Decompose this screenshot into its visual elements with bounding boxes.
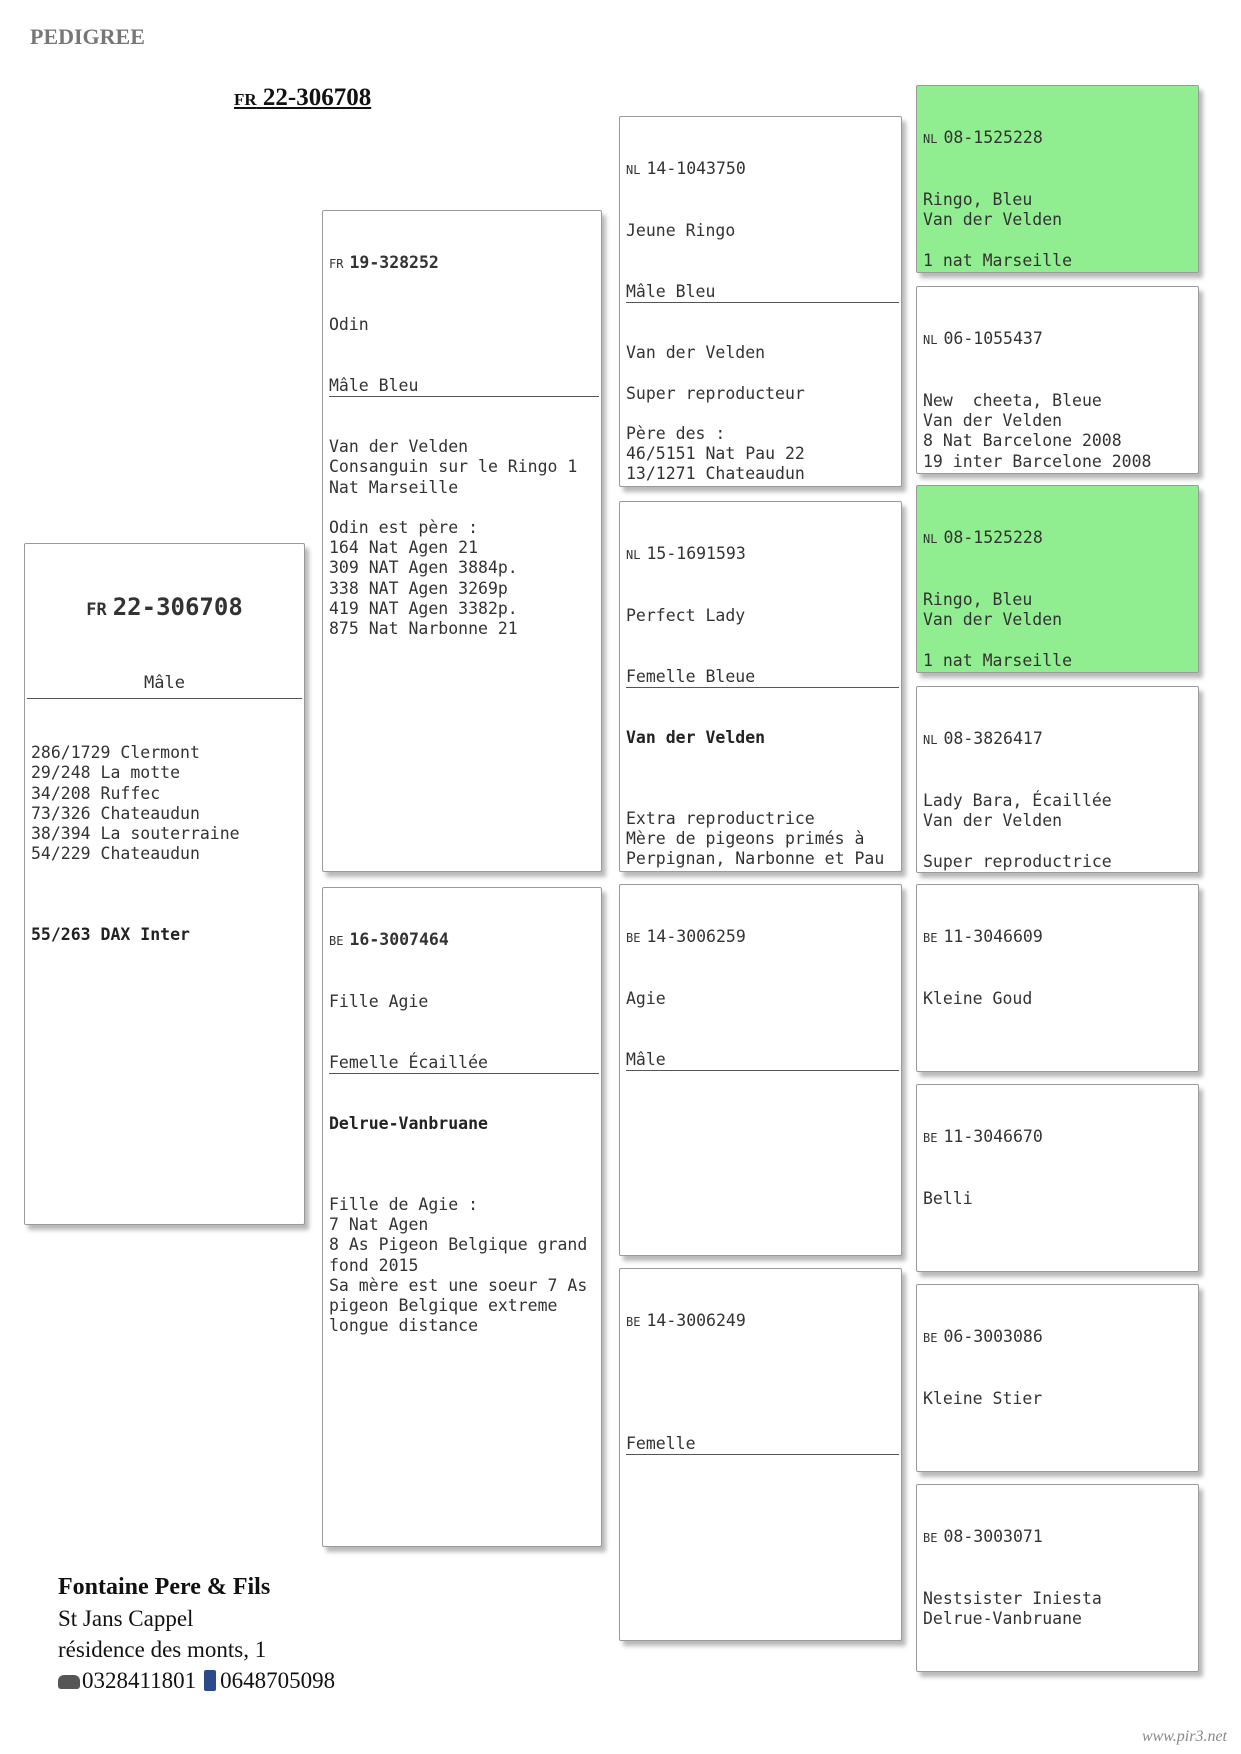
sire-card[interactable]: [322, 210, 602, 872]
ggp-7-country: BE: [923, 1331, 938, 1346]
sire-dam-name: Perfect Lady: [626, 606, 746, 626]
dam-dam-card[interactable]: [619, 1268, 902, 1641]
ggp-1-notes: Ringo, Bleu Van der Velden 1 nat Marseille: [923, 190, 1073, 270]
ggp-5-country: BE: [923, 931, 938, 946]
sire-dam-ring: [626, 544, 895, 565]
dam-sire-country: BE: [626, 931, 641, 946]
ggp-3-ring-number: 08-1525228: [943, 528, 1043, 548]
sire-dam-country: NL: [626, 548, 641, 563]
ggp-4-country: NL: [923, 733, 938, 748]
subject-results: 286/1729 Clermont 29/248 La motte 34/208 Ruffec 73/326 Chateaudun 38/394 La souterraine 54/229 Chateaudun: [31, 743, 240, 864]
dam-ring-number: 16-3007464: [349, 930, 449, 950]
telephone-icon: [58, 1675, 80, 1689]
mobile-phone-icon: [204, 1670, 216, 1691]
sire-dam-breeder: Van der Velden: [626, 728, 766, 748]
ggp-4-ring-number: 08-3826417: [943, 729, 1043, 749]
sire-country: FR: [329, 257, 344, 272]
dam-breeder: Delrue-Vanbruane: [329, 1114, 488, 1134]
ggp-6-ring-number: 11-3046670: [943, 1127, 1043, 1147]
sire-sire-name: Jeune Ringo: [626, 221, 736, 241]
sire-sire-ring-number: 14-1043750: [646, 159, 746, 179]
ggp-7-ring: [923, 1327, 1192, 1348]
sire-sire-card[interactable]: [619, 116, 902, 487]
sire-dam-ring-number: 15-1691593: [646, 544, 746, 564]
ggp-7-ring-number: 06-3003086: [943, 1327, 1043, 1347]
header-ring-country: FR: [234, 90, 257, 109]
dam-country: BE: [329, 934, 344, 949]
dam-dam-country: BE: [626, 1315, 641, 1330]
subject-card[interactable]: [24, 543, 305, 1225]
header-ring: [234, 84, 371, 112]
ggp-8-country: BE: [923, 1531, 938, 1546]
dam-dam-name: [626, 1373, 895, 1393]
ggp-card-6[interactable]: [916, 1084, 1199, 1272]
sire-sire-sex: Mâle Bleu: [626, 282, 899, 303]
ggp-card-5[interactable]: [916, 884, 1199, 1072]
header-ring-number: 22-306708: [262, 84, 372, 111]
subject-ring-number: 22-306708: [112, 593, 243, 622]
subject-sex: Mâle: [27, 670, 302, 699]
ggp-card-7[interactable]: [916, 1284, 1199, 1472]
ggp-card-2[interactable]: [916, 286, 1199, 474]
sire-dam-card[interactable]: [619, 501, 902, 872]
dam-ring: [329, 930, 595, 951]
sire-sire-notes: Van der Velden Super reproducteur Père des : 46/5151 Nat Pau 22 13/1271 Chateaudun: [626, 343, 805, 484]
ggp-6-notes: Belli: [923, 1189, 973, 1209]
ggp-card-4[interactable]: [916, 686, 1199, 873]
ggp-2-ring: [923, 329, 1192, 350]
subject-country: FR: [86, 600, 107, 621]
sire-dam-notes: Extra reproductrice Mère de pigeons primés à Perpignan, Narbonne et Pau: [626, 809, 885, 869]
page-title: PEDIGREE: [30, 24, 145, 49]
ggp-card-3[interactable]: [916, 485, 1199, 673]
ggp-8-ring-number: 08-3003071: [943, 1527, 1043, 1547]
ggp-2-country: NL: [923, 333, 938, 348]
owner-phone[interactable]: 0328411801: [82, 1668, 197, 1693]
ggp-1-country: NL: [923, 132, 938, 147]
dam-notes: Fille de Agie : 7 Nat Agen 8 As Pigeon Belgique grand fond 2015 Sa mère est une soeur 7 As pigeon Belgique extreme longue distance: [329, 1195, 588, 1336]
ggp-4-notes: Lady Bara, Écaillée Van der Velden Super reproductrice: [923, 791, 1112, 871]
dam-dam-sex: Femelle: [626, 1434, 899, 1455]
ggp-8-notes: Nestsister Iniesta Delrue-Vanbruane: [923, 1589, 1102, 1629]
ggp-5-notes: Kleine Goud: [923, 989, 1033, 1009]
ggp-card-8[interactable]: [916, 1484, 1199, 1672]
sire-name: Odin: [329, 315, 369, 335]
owner-contacts: [58, 1665, 335, 1696]
owner-mobile[interactable]: 0648705098: [220, 1668, 336, 1693]
ggp-8-ring: [923, 1527, 1192, 1548]
owner-city: St Jans Cappel: [58, 1606, 194, 1631]
ggp-2-notes: New cheeta, Bleue Van der Velden 8 Nat Barcelone 2008 19 inter Barcelone 2008: [923, 391, 1152, 471]
ggp-4-ring: [923, 729, 1192, 750]
ggp-7-notes: Kleine Stier: [923, 1389, 1043, 1409]
sire-sire-country: NL: [626, 163, 641, 178]
ggp-5-ring: [923, 927, 1192, 948]
dam-card[interactable]: [322, 887, 602, 1547]
ggp-3-country: NL: [923, 532, 938, 547]
sire-dam-sex: Femelle Bleue: [626, 667, 899, 688]
ggp-2-ring-number: 06-1055437: [943, 329, 1043, 349]
dam-sire-ring: [626, 927, 895, 948]
subject-bold-result: 55/263 DAX Inter: [31, 925, 190, 945]
dam-sire-sex: Mâle: [626, 1050, 899, 1071]
owner-address: résidence des monts, 1: [58, 1637, 267, 1662]
sire-sire-ring: [626, 159, 895, 180]
sire-notes: Van der Velden Consanguin sur le Ringo 1 Nat Marseille Odin est père : 164 Nat Agen 21 309 NAT Agen 3884p. 338 NAT Agen 3269p 419 NAT Agen 3382p. 875 Nat Narbonne 21: [329, 437, 578, 639]
ggp-1-ring-number: 08-1525228: [943, 128, 1043, 148]
ggp-5-ring-number: 11-3046609: [943, 927, 1043, 947]
sire-ring-number: 19-328252: [349, 253, 439, 273]
ggp-6-country: BE: [923, 1131, 938, 1146]
sire-ring: [329, 253, 595, 274]
dam-sire-card[interactable]: [619, 884, 902, 1256]
dam-sire-name: Agie: [626, 989, 666, 1009]
dam-sire-ring-number: 14-3006259: [646, 927, 746, 947]
ggp-3-notes: Ringo, Bleu Van der Velden 1 nat Marseille: [923, 590, 1073, 670]
watermark: www.pir3.net: [1141, 1728, 1227, 1745]
ggp-6-ring: [923, 1127, 1192, 1148]
owner-footer: [58, 1572, 335, 1696]
ggp-card-1[interactable]: [916, 85, 1199, 273]
owner-name: Fontaine Pere & Fils: [58, 1574, 271, 1600]
subject-ring: [31, 590, 298, 627]
ggp-3-ring: [923, 528, 1192, 549]
sire-sex: Mâle Bleu: [329, 376, 599, 397]
dam-dam-ring-number: 14-3006249: [646, 1311, 746, 1331]
ggp-1-ring: [923, 128, 1192, 149]
dam-dam-ring: [626, 1311, 895, 1332]
dam-sex: Femelle Écaillée: [329, 1053, 599, 1074]
dam-name: Fille Agie: [329, 992, 429, 1012]
